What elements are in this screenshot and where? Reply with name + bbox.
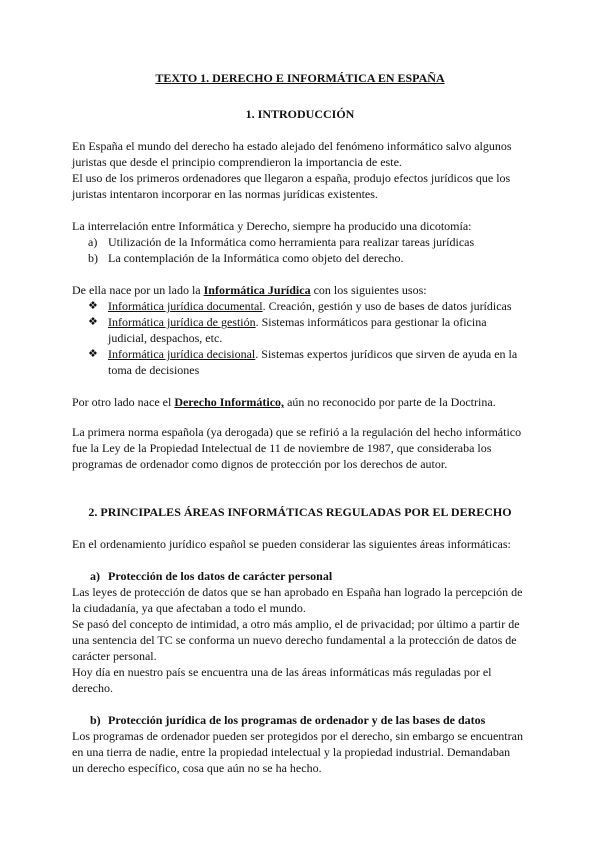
bullet-text: . Sistemas expertos jurídicos que sirven de ayuda en la [255, 347, 518, 361]
bullet-term: Informática jurídica documental [108, 299, 263, 313]
subsection-marker: b) [90, 713, 101, 727]
subsection-a-heading [72, 568, 530, 584]
diamond-bullet-icon: ❖ [88, 316, 98, 328]
bullet-continuation [72, 330, 530, 346]
bullet-text: judicial, despachos, etc. [108, 331, 223, 345]
subsection-marker: a) [90, 569, 100, 583]
text-span: con los siguientes usos: [310, 283, 427, 297]
intro-paragraph-1 [72, 138, 530, 170]
text-line: Hoy día en nuestro país se encuentra una de las áreas informáticas más reguladas por el [72, 665, 492, 679]
text-line: El uso de los primeros ordenadores que llegaron a españa, produjo efectos jurídicos que los [72, 171, 511, 185]
text-line: En España el mundo del derecho ha estado alejado del fenómeno informático salvo algunos [72, 139, 512, 153]
text-line: Los programas de ordenador pueden ser protegidos por el derecho, sin embargo se encuentran [72, 729, 523, 743]
text-line: La primera norma española (ya derogada) que se refirió a la regulación del hecho informático [72, 425, 522, 439]
bullet-text: toma de decisiones [108, 363, 200, 377]
section-2-heading: 2. PRINCIPALES ÁREAS INFORMÁTICAS REGULADAS POR EL DERECHO [88, 505, 512, 519]
subsection-b-text [72, 728, 530, 776]
text-line: Las leyes de protección de datos que se han aprobado en España han logrado la percepción de [72, 585, 523, 599]
text-line: juristas que desde el principio comprendieron la importancia de este. [72, 155, 402, 169]
informatica-juridica-intro [72, 282, 530, 298]
term-derecho-informatico: Derecho Informático, [174, 395, 285, 409]
bullet-text: . Creación, gestión y uso de bases de datos jurídicas [262, 299, 512, 313]
section-1-heading: 1. INTRODUCCIÓN [245, 107, 355, 121]
bullet-text: . Sistemas informáticos para gestionar la oficina [255, 315, 487, 329]
areas-intro: En el ordenamiento jurídico español se pueden considerar las siguientes áreas informáticas: [72, 537, 511, 551]
bullet-item [72, 298, 530, 314]
document-title: TEXTO 1. DERECHO E INFORMÁTICA EN ESPAÑA [155, 71, 445, 85]
text-line: una sentencia del TC se conforma un nuevo derecho fundamental a la protección de datos de [72, 633, 517, 647]
intro-paragraph-2 [72, 170, 530, 202]
term-informatica-juridica: Informática Jurídica [203, 283, 311, 297]
subsection-b-heading [72, 712, 530, 728]
text-line: la ciudadanía, ya que afectaban a todo el mundo. [72, 601, 306, 615]
text-span: De ella nace por un lado la [72, 283, 204, 297]
text-span: Por otro lado nace el [72, 395, 175, 409]
bullet-term: Informática jurídica decisional [108, 347, 256, 361]
bullet-continuation [72, 362, 530, 378]
dichotomy-intro: La interrelación entre Informática y Derecho, siempre ha producido una dicotomía: [72, 219, 472, 233]
bullet-term: Informática jurídica de gestión [108, 315, 256, 329]
primera-norma-paragraph [72, 424, 530, 472]
list-marker: b) [88, 251, 98, 265]
bullet-item [72, 346, 530, 362]
derecho-informatico-paragraph [72, 394, 530, 410]
bullet-item [72, 314, 530, 330]
text-line: Se pasó del concepto de intimidad, a otro más amplio, el de privacidad; por último a partir de [72, 617, 520, 631]
text-line: en una tierra de nadie, entre la propiedad intelectual y la propiedad industrial. Demandaban [72, 745, 511, 759]
text-span: aún no reconocido por parte de la Doctrina. [284, 395, 496, 409]
text-line: derecho. [72, 681, 113, 695]
text-line: programas de ordenador como dignos de protección por los derechos de autor. [72, 457, 448, 471]
list-item [72, 250, 530, 266]
subsection-title: Protección jurídica de los programas de ordenador y de las bases de datos [108, 713, 486, 727]
diamond-bullet-icon: ❖ [88, 300, 98, 312]
diamond-bullet-icon: ❖ [88, 348, 98, 360]
subsection-title: Protección de los datos de carácter personal [108, 569, 333, 583]
list-marker: a) [88, 235, 98, 249]
list-item-text: Utilización de la Informática como herramienta para realizar tareas jurídicas [108, 235, 475, 249]
text-line: carácter personal. [72, 649, 157, 663]
text-line: juristas intentaron incorporar en las normas jurídicas existentes. [72, 187, 378, 201]
list-item-text: La contemplación de la Informática como objeto del derecho. [108, 251, 404, 265]
text-line: un derecho específico, cosa que aún no se ha hecho. [72, 761, 322, 775]
text-line: fue la Ley de la Propiedad Intelectual de 11 de noviembre de 1987, que consideraba los [72, 441, 492, 455]
list-item [72, 234, 530, 250]
dichotomy-list [72, 234, 530, 266]
informatica-juridica-list [72, 298, 530, 378]
subsection-a-text [72, 584, 530, 696]
